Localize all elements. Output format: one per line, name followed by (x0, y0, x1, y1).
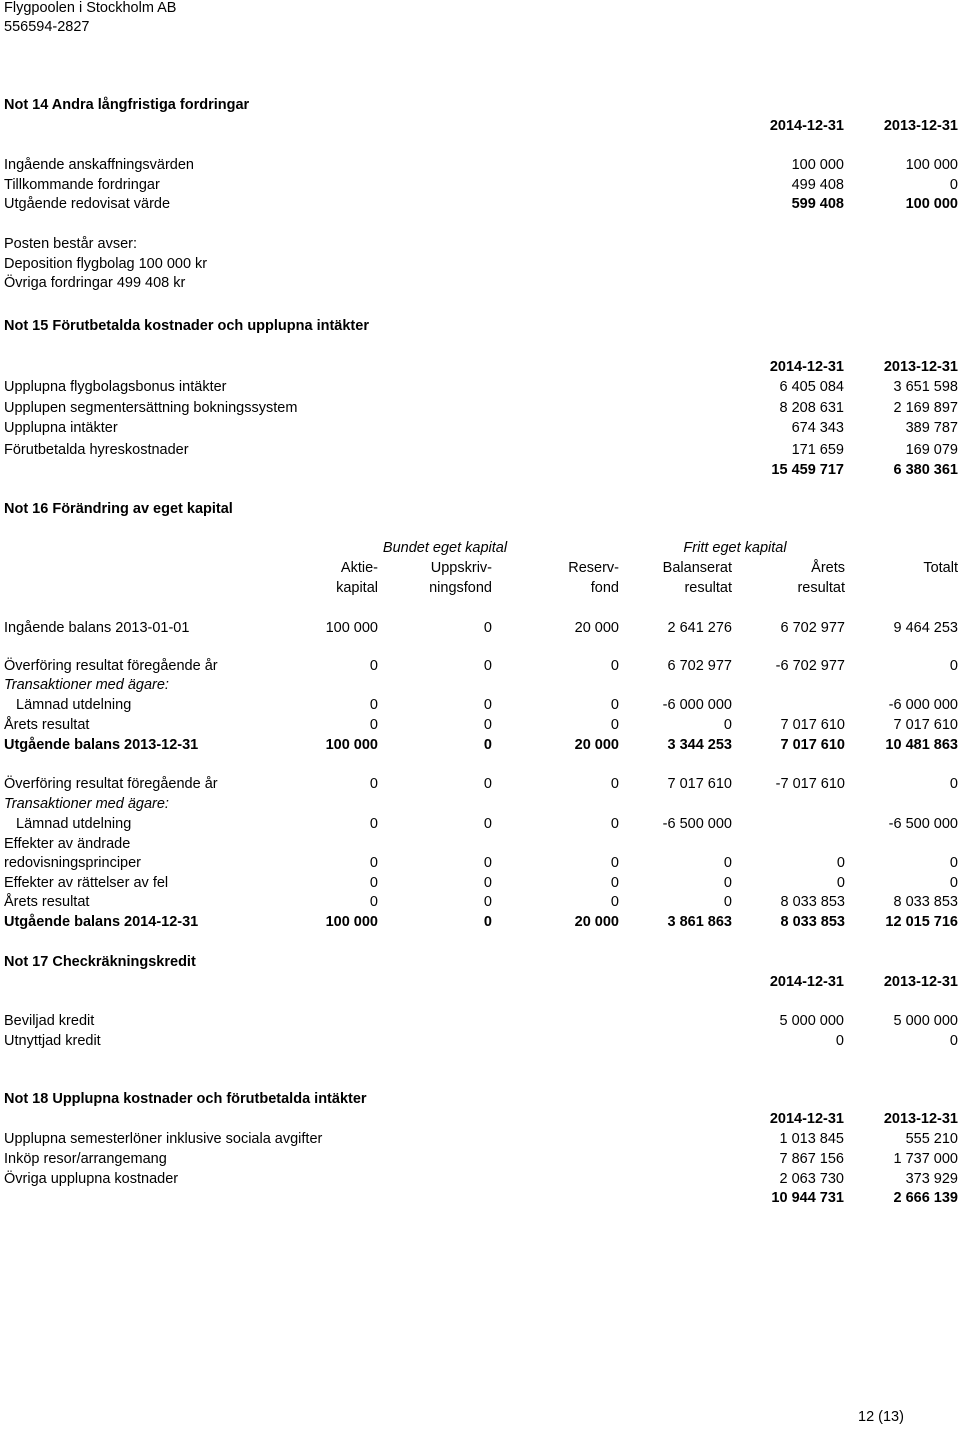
note16-cell: 0 (483, 620, 492, 636)
note15-col2-header: 2013-12-31 (883, 359, 958, 375)
note16-cell: 0 (610, 717, 619, 733)
note16-cell: -7 017 610 (775, 776, 845, 792)
note16-cell: 0 (369, 855, 378, 871)
note16-cell: 2 641 276 (667, 620, 732, 636)
note15-row-label: Förutbetalda hyreskostnader (4, 442, 189, 458)
note16-header-bottom: fond (590, 580, 619, 596)
note16-cell: 20 000 (574, 914, 619, 930)
note16-cell: 0 (483, 658, 492, 674)
note16-row-label: Effekter av ändrade (4, 836, 131, 852)
note16-row-label: Överföring resultat föregående år (4, 776, 218, 792)
note14-desc-line: Posten består avser: (4, 236, 137, 252)
note17-row-v2: 0 (949, 1033, 958, 1049)
note16-cell: 7 017 610 (780, 737, 845, 753)
note18-row-v1: 1 013 845 (779, 1131, 844, 1147)
note16-row-label: Lämnad utdelning (16, 816, 132, 832)
note16-cell: 0 (369, 776, 378, 792)
note16-cell: 0 (483, 894, 492, 910)
note16-cell: 8 033 853 (893, 894, 958, 910)
note16-cell: 0 (610, 697, 619, 713)
note15-total-v2: 6 380 361 (893, 462, 958, 478)
note14-row-label: Tillkommande fordringar (4, 177, 160, 193)
note16-cell: 0 (610, 855, 619, 871)
note16-group-fritt: Fritt eget kapital (683, 540, 787, 556)
note17-col2-header: 2013-12-31 (883, 974, 958, 990)
note17-row-label: Beviljad kredit (4, 1013, 95, 1029)
note16-cell: -6 000 000 (888, 697, 958, 713)
note14-desc-line: Deposition flygbolag 100 000 kr (4, 256, 208, 272)
note16-cell: 0 (369, 658, 378, 674)
note16-cell: 0 (369, 717, 378, 733)
note15-title: Not 15 Förutbetalda kostnader och upplupna intäkter (4, 318, 369, 334)
note16-group-bundet: Bundet eget kapital (382, 540, 508, 556)
note16-cell: 10 481 863 (885, 737, 958, 753)
note15-total-v1: 15 459 717 (771, 462, 844, 478)
note18-row-v1: 2 063 730 (779, 1171, 844, 1187)
note15-row-v2: 2 169 897 (893, 400, 958, 416)
note17-row-v1: 5 000 000 (779, 1013, 844, 1029)
note16-row-label: Utgående balans 2013-12-31 (4, 737, 199, 753)
note16-cell: 0 (723, 855, 732, 871)
note18-row-v2: 555 210 (905, 1131, 958, 1147)
note16-cell: 0 (723, 717, 732, 733)
note18-total-v1: 10 944 731 (771, 1190, 844, 1206)
note16-cell: 7 017 610 (893, 717, 958, 733)
note16-row-label: Årets resultat (4, 894, 90, 910)
note15-row-v1: 171 659 (791, 442, 844, 458)
note16-row-label: Årets resultat (4, 717, 90, 733)
note15-col1-header: 2014-12-31 (769, 359, 844, 375)
company-name: Flygpoolen i Stockholm AB (4, 0, 177, 16)
note16-cell: 0 (949, 658, 958, 674)
note18-title: Not 18 Upplupna kostnader och förutbetalda intäkter (4, 1091, 367, 1107)
note15-row-v2: 3 651 598 (893, 379, 958, 395)
note16-cell: 0 (483, 816, 492, 832)
note16-row-label: Ingående balans 2013-01-01 (4, 620, 190, 636)
note15-row-label: Upplupen segmentersättning bokningssystem (4, 400, 298, 416)
note16-cell: 0 (836, 875, 845, 891)
note16-header-bottom: resultat (684, 580, 732, 596)
note16-cell: 7 017 610 (667, 776, 732, 792)
note14-row-v2: 100 000 (905, 196, 958, 212)
note16-row-label: Transaktioner med ägare: (4, 796, 169, 812)
note15-row-label: Upplupna flygbolagsbonus intäkter (4, 379, 227, 395)
page-number: 12 (13) (858, 1409, 904, 1425)
note16-header-top: Balanserat (662, 560, 732, 576)
note16-cell: 6 702 977 (780, 620, 845, 636)
note16-cell: 3 861 863 (667, 914, 732, 930)
note16-header-top: Totalt (923, 560, 958, 576)
note16-cell: 8 033 853 (780, 914, 845, 930)
note16-header-top: Aktie- (340, 560, 378, 576)
note14-title: Not 14 Andra långfristiga fordringar (4, 97, 250, 113)
note16-cell: -6 500 000 (888, 816, 958, 832)
note15-row-v2: 389 787 (905, 420, 958, 436)
note17-row-v2: 5 000 000 (893, 1013, 958, 1029)
note17-col1-header: 2014-12-31 (769, 974, 844, 990)
note16-header-top: Reserv- (568, 560, 619, 576)
note16-cell: 0 (483, 697, 492, 713)
note16-cell: 0 (949, 776, 958, 792)
note16-cell: 0 (483, 717, 492, 733)
note18-col2-header: 2013-12-31 (883, 1111, 958, 1127)
note16-header-bottom: resultat (797, 580, 845, 596)
note16-cell: 12 015 716 (885, 914, 958, 930)
note16-cell: 0 (610, 875, 619, 891)
note16-cell: 0 (949, 855, 958, 871)
note16-cell: 0 (369, 875, 378, 891)
note16-cell: 8 033 853 (780, 894, 845, 910)
note16-cell: 9 464 253 (893, 620, 958, 636)
note16-cell: 0 (836, 855, 845, 871)
note16-cell: 0 (483, 776, 492, 792)
note14-desc-line: Övriga fordringar 499 408 kr (4, 275, 186, 291)
note16-cell: 0 (483, 875, 492, 891)
note16-header-top: Uppskriv- (430, 560, 492, 576)
note18-row-v2: 373 929 (905, 1171, 958, 1187)
note14-col1-header: 2014-12-31 (769, 118, 844, 134)
note16-cell: 0 (483, 737, 492, 753)
note16-cell: 0 (610, 658, 619, 674)
note16-row-label: Effekter av rättelser av fel (4, 875, 169, 891)
note16-cell: 0 (369, 697, 378, 713)
note14-row-label: Utgående redovisat värde (4, 196, 171, 212)
note18-col1-header: 2014-12-31 (769, 1111, 844, 1127)
note16-header-bottom: kapital (336, 580, 378, 596)
note16-cell: 20 000 (574, 620, 619, 636)
note14-row-v1: 100 000 (791, 157, 844, 173)
note16-cell: 100 000 (325, 737, 378, 753)
note18-row-label: Inköp resor/arrangemang (4, 1151, 167, 1167)
note16-cell: 100 000 (325, 620, 378, 636)
note14-row-v2: 0 (949, 177, 958, 193)
note16-row-label: Transaktioner med ägare: (4, 677, 169, 693)
note16-cell: 0 (723, 894, 732, 910)
note16-cell: 0 (723, 875, 732, 891)
note16-cell: 20 000 (574, 737, 619, 753)
note18-row-v2: 1 737 000 (893, 1151, 958, 1167)
note16-cell: 0 (949, 875, 958, 891)
note16-cell: 0 (369, 894, 378, 910)
org-number: 556594-2827 (4, 19, 90, 35)
note16-title: Not 16 Förändring av eget kapital (4, 501, 233, 517)
note16-row-label: Utgående balans 2014-12-31 (4, 914, 199, 930)
note16-cell: 7 017 610 (780, 717, 845, 733)
note18-total-v2: 2 666 139 (893, 1190, 958, 1206)
note16-cell: 3 344 253 (667, 737, 732, 753)
note14-row-v1: 499 408 (791, 177, 844, 193)
note14-row-v2: 100 000 (905, 157, 958, 173)
note16-cell: -6 500 000 (662, 816, 732, 832)
note16-cell: 0 (610, 816, 619, 832)
note14-row-label: Ingående anskaffningsvärden (4, 157, 194, 173)
note14-col2-header: 2013-12-31 (883, 118, 958, 134)
note14-row-v1: 599 408 (791, 196, 844, 212)
note15-row-v1: 6 405 084 (779, 379, 844, 395)
note16-cell: 0 (483, 914, 492, 930)
note17-row-v1: 0 (835, 1033, 844, 1049)
note16-cell: 0 (610, 776, 619, 792)
note15-row-label: Upplupna intäkter (4, 420, 118, 436)
note16-cell: 6 702 977 (667, 658, 732, 674)
note16-cell: 0 (610, 894, 619, 910)
note18-row-label: Upplupna semesterlöner inklusive sociala avgifter (4, 1131, 323, 1147)
note16-header-top: Årets (811, 560, 845, 576)
note17-title: Not 17 Checkräkningskredit (4, 954, 196, 970)
note15-row-v2: 169 079 (905, 442, 958, 458)
note17-row-label: Utnyttjad kredit (4, 1033, 101, 1049)
note16-cell: 0 (369, 816, 378, 832)
note18-row-label: Övriga upplupna kostnader (4, 1171, 179, 1187)
note18-row-v1: 7 867 156 (779, 1151, 844, 1167)
note16-cell: 0 (483, 855, 492, 871)
note16-header-bottom: ningsfond (429, 580, 492, 596)
note16-row-label: Lämnad utdelning (16, 697, 132, 713)
note16-cell: 100 000 (325, 914, 378, 930)
note15-row-v1: 674 343 (791, 420, 844, 436)
note16-cell: -6 702 977 (775, 658, 845, 674)
note15-row-v1: 8 208 631 (779, 400, 844, 416)
note16-row-label: redovisningsprinciper (4, 855, 142, 871)
note16-row-label: Överföring resultat föregående år (4, 658, 218, 674)
note16-cell: -6 000 000 (662, 697, 732, 713)
